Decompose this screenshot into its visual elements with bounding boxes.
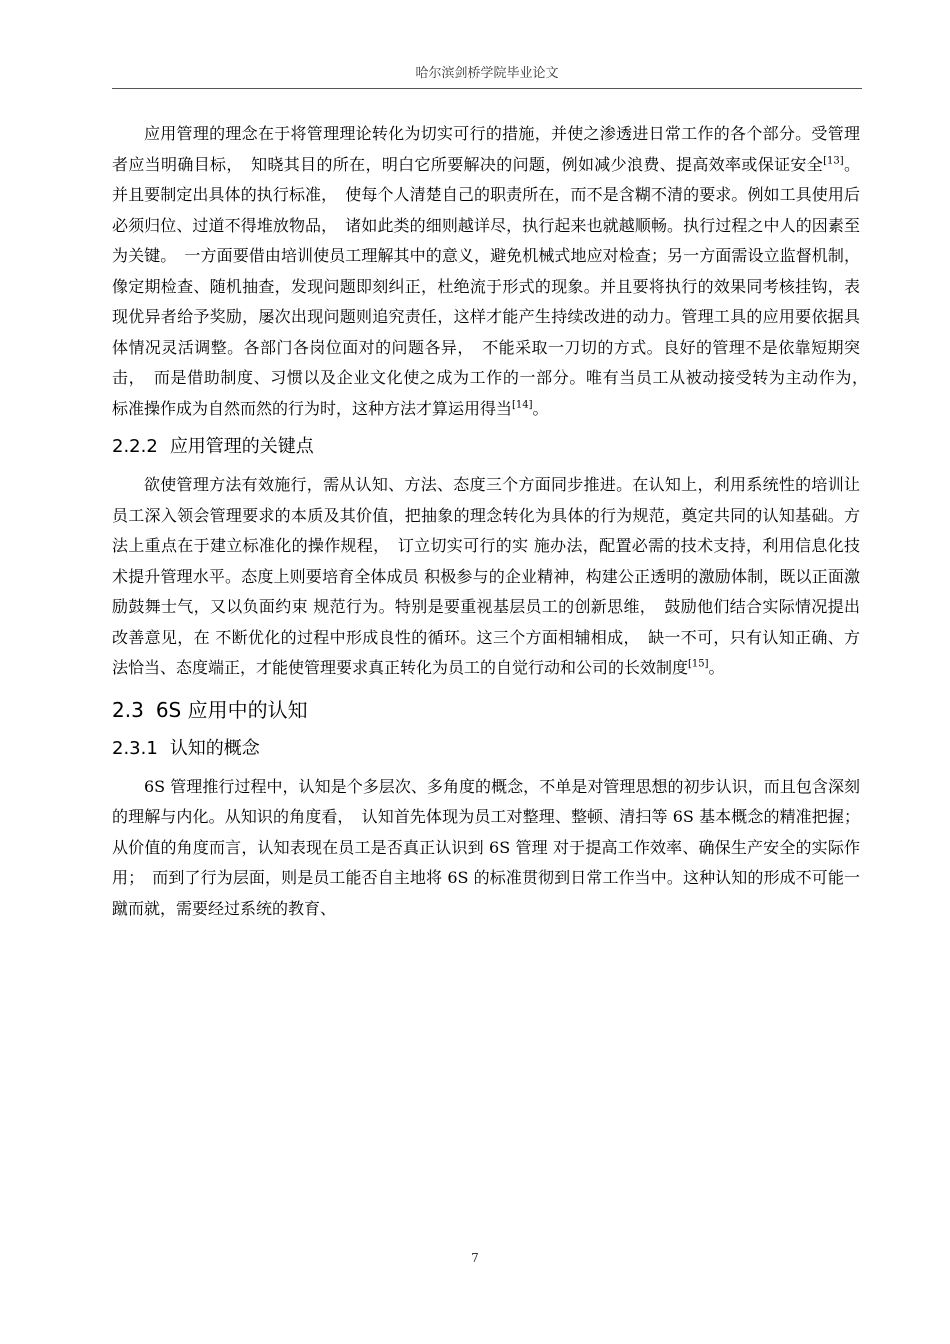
- page-header: [112, 66, 862, 89]
- section-heading-2-3: [112, 694, 860, 726]
- section-number: 2.3: [112, 697, 144, 722]
- section-heading-2-2-2: [112, 432, 860, 462]
- header-title: 哈尔滨剑桥学院毕业论文: [415, 66, 559, 81]
- section-number: 2.2.2: [112, 436, 158, 457]
- paragraph-text: 欲使管理方法有效施行，需从认知、方法、态度三个方面同步推进。在认知上，利用系统性的培训让员工深入领会管理要求的本质及其价值，把抽象的理念转化为具体的行为规范，奠定共同的认知基础。方法上重点在于建立标准化的操作规程， 订立切实可行的实 施办法，配置必需的技术支持，利用信息化技术提升管理水平。态度上则要培育全体成员 积极参与的企业精神，构建公正透明的激励体制，既以正面激励鼓舞士气，又以负面约束 规范行为。特别是要重视基层员工的创新思维， 鼓励他们结合实际情况提出改善意见，在 不断优化的过程中形成良性的循环。这三个方面相辅相成， 缺一不可，只有认知正确、方 法恰当、态度端正，才能使管理要求真正转化为员工的自觉行动和公司的长效制度: [112, 475, 860, 677]
- page-number: 7: [471, 1251, 479, 1265]
- paragraph-text: 。: [708, 658, 725, 677]
- section-heading-2-3-1: [112, 734, 860, 764]
- section-title: 认知的概念: [169, 737, 260, 759]
- paragraph-text: 。并且要制定出具体的执行标准， 使每个人清楚自己的职责所在，而不是含糊不清的要求。例如工具使用后必须归位、过道不得堆放物品， 诸如此类的细则越详尽，执行起来也就越顺畅。执行过程之中人的因素至为关键。 一方面要借由培训使员工理解其中的意义，避免机械式地应对检查；另一方面需设立监督机制，像定期检查、随机抽查，发现问题即刻纠正，杜绝流于形式的现象。并且要将执行的效果同考核挂钩，表现优异者给予奖励，屡次出现问题则追究责任，这样才能产生持续改进的动力。管理工具的应用要依据具体情况灵活调整。各部门各岗位面对的问题各异， 不能采取一刀切的方式。良好的管理不是依靠短期突击， 而是借助制度、习惯以及企业文化使之成为工作的一部分。唯有当员工从被动接受转为主动作为， 标准操作成为自然而然的行为时，这种方法才算运用得当: [112, 154, 877, 418]
- citation-13: [13]: [823, 155, 844, 167]
- citation-15: [15]: [688, 658, 709, 670]
- section-title: 应用管理的关键点: [169, 436, 314, 457]
- paragraph-application-management: [112, 119, 877, 424]
- document-body: [112, 119, 877, 924]
- paragraph-key-points: [112, 470, 860, 684]
- paragraph-text: 应用管理的理念在于将管理理论转化为切实可行的措施，并使之渗透进日常工作的各个部分。受管理者应当明确目标， 知晓其目的所在，明白它所要解决的问题，例如减少浪费、提高效率或保证安全: [112, 124, 860, 174]
- paragraph-cognition-concept: 6S 管理推行过程中，认知是个多层次、多角度的概念，不单是对管理思想的初步认识，而且包含深刻的理解与内化。从知识的角度看， 认知首先体现为员工对整理、整顿、清扫等 6S 基本概念的精准把握；从价值的角度而言，认知表现在员工是否真正认识到 6S 管理 对于提高工作效率、确保生产安全的实际作用； 而到了行为层面，则是员工能否自主地将 6S 的标准贯彻到日常工作当中。这种认知的形成不可能一蹴而就，需要经过系统的教育、: [112, 776, 860, 918]
- citation-14: [14]: [512, 399, 533, 411]
- section-title: 6S 应用中的认知: [155, 697, 308, 722]
- paragraph-text: 。: [532, 398, 549, 418]
- section-number: 2.3.1: [112, 737, 158, 759]
